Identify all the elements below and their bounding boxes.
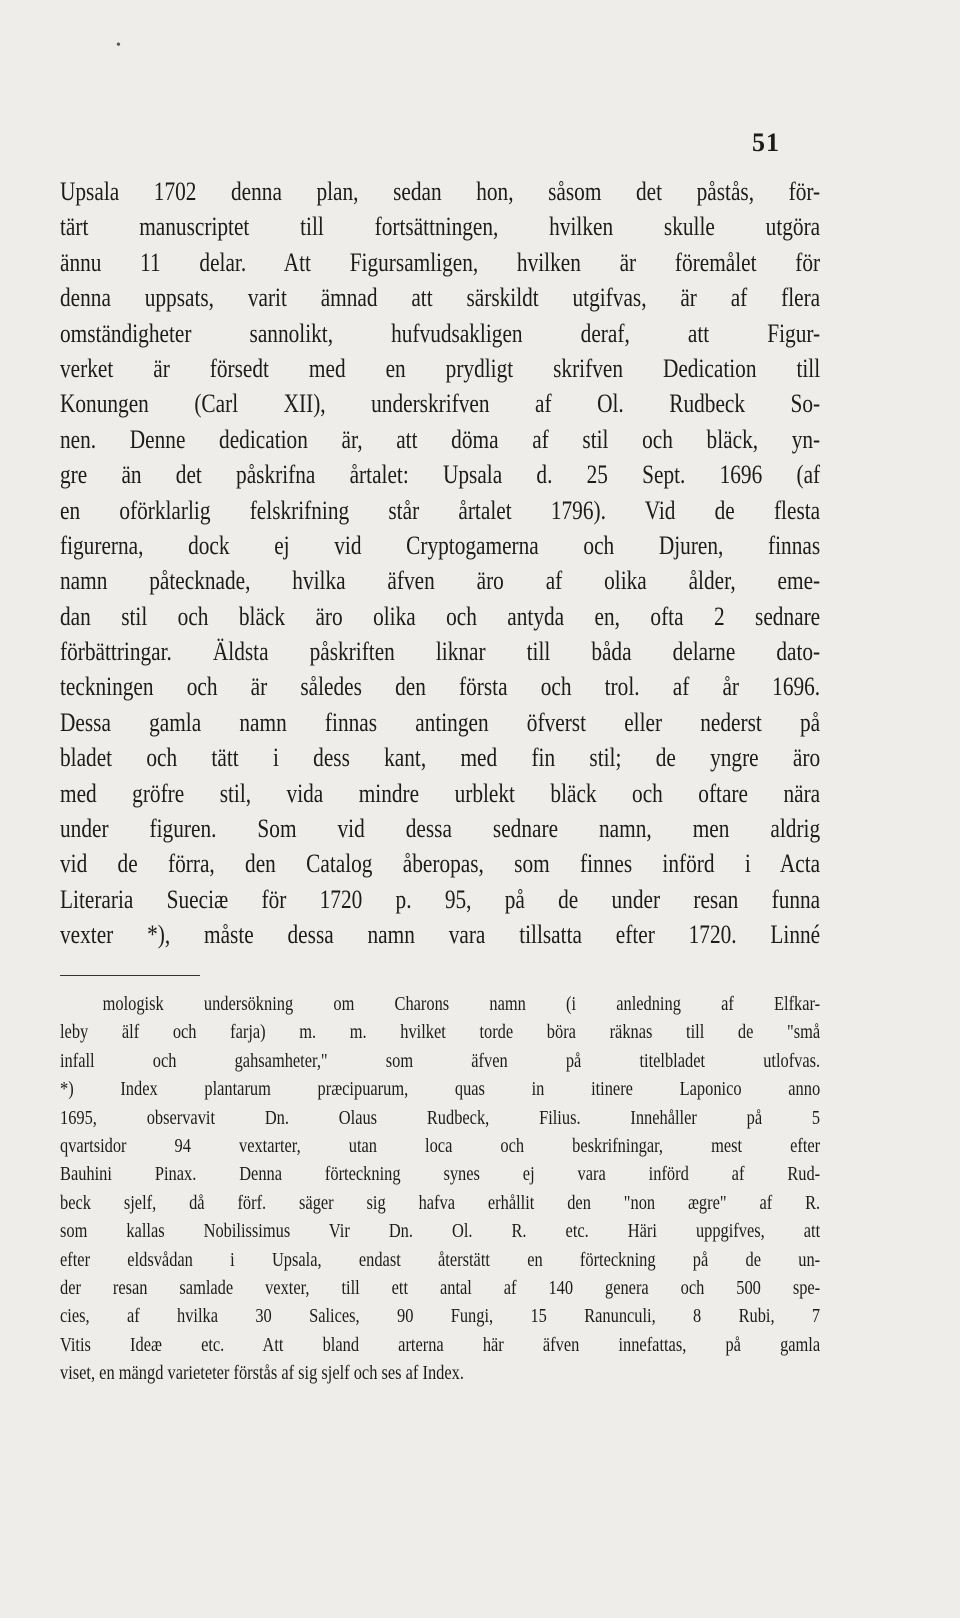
footnote-line: leby älf och farja) m. m. hvilket torde böra räknas till de "små [60, 1021, 821, 1044]
page-number: 51 [752, 128, 780, 157]
footnote-line: som kallas Nobilissimus Vir Dn. Ol. R. etc. Häri uppgifves, att [60, 1220, 821, 1243]
body-line: under figuren. Som vid dessa sednare namn, men aldrig [60, 814, 821, 844]
body-line: med gröfre stil, vida mindre urblekt bläck och oftare nära [60, 778, 821, 808]
body-line: verket är försedt med en prydligt skrifven Dedication till [60, 353, 821, 383]
footnote-line: der resan samlade vexter, till ett antal af 140 genera och 500 spe- [60, 1276, 821, 1299]
body-line: omständigheter sannolikt, hufvudsakligen deraf, att Figur- [60, 318, 821, 348]
body-line: Dessa gamla namn finnas antingen öfverst eller nederst på [60, 707, 821, 737]
body-line: nen. Denne dedication är, att döma af stil och bläck, yn- [60, 424, 821, 454]
footnote-line: Bauhini Pinax. Denna förteckning synes ej vara införd af Rud- [60, 1163, 821, 1186]
body-line: Upsala 1702 denna plan, sedan hon, såsom det påstås, för- [60, 177, 821, 206]
body-line: Literaria Sueciæ för 1720 p. 95, på de under resan funna [60, 884, 821, 914]
footnote-line: cies, af hvilka 30 Salices, 90 Fungi, 15 Ranunculi, 8 Rubi, 7 [60, 1305, 821, 1328]
footnote-line: efter eldsvådan i Upsala, endast återstätt en förteckning på de un- [60, 1248, 821, 1271]
body-line: en oförklarlig felskrifning står årtalet 1796). Vid de flesta [60, 495, 821, 525]
footnote-line: mologisk undersökning om Charons namn (i anledning af Elfkar- [102, 993, 821, 1015]
footnote-rule [60, 975, 200, 976]
body-text [60, 174, 820, 953]
footnote-line: viset, en mängd varieteter förstås af sig sjelf och ses af Index. [60, 1362, 464, 1385]
body-line: ännu 11 delar. Att Figursamligen, hvilken är föremålet för [60, 247, 821, 277]
body-line: vexter *), måste dessa namn vara tillsatta efter 1720. Linné [60, 920, 821, 950]
footnote-line: infall och gahsamheter," som äfven på titelbladet utlofvas. [60, 1049, 821, 1072]
body-line: bladet och tätt i dess kant, med fin stil; de yngre äro [60, 743, 821, 773]
body-line: namn påtecknade, hvilka äfven äro af olika ålder, eme- [60, 566, 821, 596]
footnote-line: qvartsidor 94 vextarter, utan loca och beskrifningar, mest efter [60, 1134, 821, 1157]
body-line: gre än det påskrifna årtalet: Upsala d. 25 Sept. 1696 (af [60, 460, 821, 490]
body-line: dan stil och bläck äro olika och antyda en, ofta 2 sednare [60, 601, 821, 631]
body-line: figurerna, dock ej vid Cryptogamerna och Djuren, finnas [60, 530, 821, 560]
body-line: denna uppsats, varit ämnad att särskildt utgifvas, är af flera [60, 283, 821, 313]
body-line: förbättringar. Äldsta påskriften liknar till båda delarne dato- [60, 637, 821, 667]
body-line: tärt manuscriptet till fortsättningen, hvilken skulle utgöra [60, 212, 821, 242]
footnote-line: beck sjelf, då förf. säger sig hafva erhållit den "non ægre" af R. [60, 1191, 821, 1214]
page-mark: • [116, 38, 121, 53]
footnote-line: *) Index plantarum præcipuarum, quas in itinere Laponico anno [60, 1078, 821, 1101]
footnote-line: Vitis Ideæ etc. Att bland arterna här äfven innefattas, på gamla [60, 1333, 821, 1356]
body-line: vid de förra, den Catalog åberopas, som finnes införd i Acta [60, 849, 821, 879]
footnotes [60, 990, 820, 1387]
body-line: teckningen och är således den första och trol. af år 1696. [60, 672, 821, 702]
body-line: Konungen (Carl XII), underskrifven af Ol. Rudbeck So- [60, 389, 821, 419]
footnote-line: 1695, observavit Dn. Olaus Rudbeck, Filius. Innehåller på 5 [60, 1106, 821, 1129]
